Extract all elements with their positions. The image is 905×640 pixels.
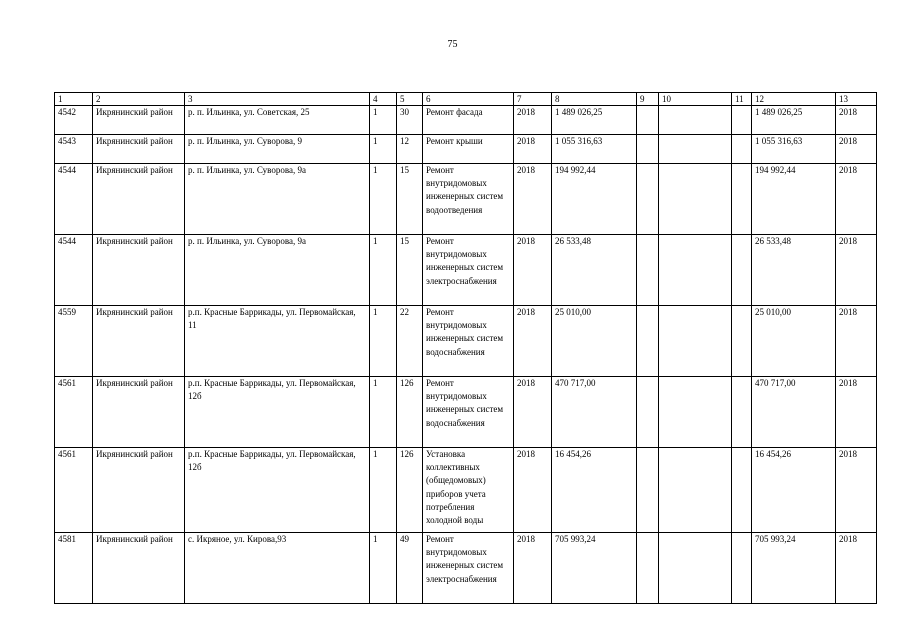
column-number-row bbox=[55, 93, 877, 106]
work-type: Ремонт крыши bbox=[423, 135, 514, 164]
cell-col-9 bbox=[637, 533, 659, 604]
year-col-13: 2018 bbox=[836, 106, 877, 135]
column-header: 8 bbox=[552, 93, 637, 106]
cell-col-5: 30 bbox=[397, 106, 423, 135]
total-cost: 16 454,26 bbox=[552, 448, 637, 533]
cell-col-11 bbox=[732, 377, 752, 448]
table-row bbox=[55, 164, 877, 235]
address: р.п. Красные Баррикады, ул. Первомайская, 12б bbox=[185, 377, 370, 448]
year: 2018 bbox=[514, 164, 552, 235]
cell-col-4: 1 bbox=[370, 106, 397, 135]
work-type: Ремонт внутридомовых инженерных систем электроснабжения bbox=[423, 533, 514, 604]
cell-col-4: 1 bbox=[370, 533, 397, 604]
cell-col-4: 1 bbox=[370, 377, 397, 448]
cell-col-10 bbox=[659, 533, 732, 604]
cell-col-4: 1 bbox=[370, 235, 397, 306]
cell-col-9 bbox=[637, 106, 659, 135]
cell-col-5: 49 bbox=[397, 533, 423, 604]
total-cost: 470 717,00 bbox=[552, 377, 637, 448]
column-header: 1 bbox=[55, 93, 93, 106]
column-header: 7 bbox=[514, 93, 552, 106]
table-row bbox=[55, 448, 877, 533]
cost-col-12: 1 489 026,25 bbox=[752, 106, 836, 135]
cell-col-11 bbox=[732, 106, 752, 135]
column-header: 4 bbox=[370, 93, 397, 106]
cell-col-10 bbox=[659, 306, 732, 377]
column-header: 2 bbox=[93, 93, 185, 106]
work-type: Ремонт внутридомовых инженерных систем электроснабжения bbox=[423, 235, 514, 306]
object-id: 4581 bbox=[55, 533, 93, 604]
cell-col-11 bbox=[732, 235, 752, 306]
year: 2018 bbox=[514, 377, 552, 448]
year: 2018 bbox=[514, 533, 552, 604]
address: с. Икряное, ул. Кирова,93 bbox=[185, 533, 370, 604]
address: р. п. Ильинка, ул. Суворова, 9а bbox=[185, 164, 370, 235]
year: 2018 bbox=[514, 448, 552, 533]
cell-col-11 bbox=[732, 135, 752, 164]
cell-col-11 bbox=[732, 448, 752, 533]
year: 2018 bbox=[514, 106, 552, 135]
cost-col-12: 1 055 316,63 bbox=[752, 135, 836, 164]
year-col-13: 2018 bbox=[836, 377, 877, 448]
table-row bbox=[55, 106, 877, 135]
table-row bbox=[55, 235, 877, 306]
table-row bbox=[55, 306, 877, 377]
district: Икрянинский район bbox=[93, 306, 185, 377]
district: Икрянинский район bbox=[93, 377, 185, 448]
cost-col-12: 26 533,48 bbox=[752, 235, 836, 306]
cost-col-12: 470 717,00 bbox=[752, 377, 836, 448]
cost-col-12: 16 454,26 bbox=[752, 448, 836, 533]
page-number: 75 bbox=[447, 39, 458, 50]
cell-col-5: 126 bbox=[397, 448, 423, 533]
cost-col-12: 25 010,00 bbox=[752, 306, 836, 377]
cell-col-4: 1 bbox=[370, 306, 397, 377]
table-row bbox=[55, 533, 877, 604]
column-header: 10 bbox=[659, 93, 732, 106]
column-header: 3 bbox=[185, 93, 370, 106]
year-col-13: 2018 bbox=[836, 235, 877, 306]
cell-col-10 bbox=[659, 377, 732, 448]
total-cost: 1 489 026,25 bbox=[552, 106, 637, 135]
cell-col-4: 1 bbox=[370, 135, 397, 164]
cell-col-5: 15 bbox=[397, 164, 423, 235]
address: р.п. Красные Баррикады, ул. Первомайская, 11 bbox=[185, 306, 370, 377]
year-col-13: 2018 bbox=[836, 306, 877, 377]
address: р.п. Красные Баррикады, ул. Первомайская, 12б bbox=[185, 448, 370, 533]
work-type: Установка коллективных (общедомовых) приборов учета потребления холодной воды bbox=[423, 448, 514, 533]
district: Икрянинский район bbox=[93, 135, 185, 164]
cell-col-4: 1 bbox=[370, 448, 397, 533]
district: Икрянинский район bbox=[93, 533, 185, 604]
object-id: 4542 bbox=[55, 106, 93, 135]
cell-col-11 bbox=[732, 164, 752, 235]
object-id: 4543 bbox=[55, 135, 93, 164]
object-id: 4561 bbox=[55, 448, 93, 533]
work-type: Ремонт внутридомовых инженерных систем водоснабжения bbox=[423, 377, 514, 448]
column-header: 6 bbox=[423, 93, 514, 106]
cell-col-5: 126 bbox=[397, 377, 423, 448]
total-cost: 1 055 316,63 bbox=[552, 135, 637, 164]
cell-col-9 bbox=[637, 377, 659, 448]
cell-col-9 bbox=[637, 164, 659, 235]
work-type: Ремонт внутридомовых инженерных систем водоснабжения bbox=[423, 306, 514, 377]
total-cost: 26 533,48 bbox=[552, 235, 637, 306]
cell-col-11 bbox=[732, 533, 752, 604]
table-row bbox=[55, 377, 877, 448]
cell-col-4: 1 bbox=[370, 164, 397, 235]
total-cost: 194 992,44 bbox=[552, 164, 637, 235]
column-header: 12 bbox=[752, 93, 836, 106]
column-header: 11 bbox=[732, 93, 752, 106]
district: Икрянинский район bbox=[93, 164, 185, 235]
cell-col-9 bbox=[637, 235, 659, 306]
year-col-13: 2018 bbox=[836, 533, 877, 604]
cell-col-11 bbox=[732, 306, 752, 377]
year-col-13: 2018 bbox=[836, 448, 877, 533]
cell-col-5: 15 bbox=[397, 235, 423, 306]
cost-col-12: 705 993,24 bbox=[752, 533, 836, 604]
object-id: 4561 bbox=[55, 377, 93, 448]
year: 2018 bbox=[514, 235, 552, 306]
cell-col-10 bbox=[659, 448, 732, 533]
object-id: 4544 bbox=[55, 164, 93, 235]
work-type: Ремонт фасада bbox=[423, 106, 514, 135]
year: 2018 bbox=[514, 306, 552, 377]
cell-col-10 bbox=[659, 164, 732, 235]
cell-col-5: 22 bbox=[397, 306, 423, 377]
object-id: 4544 bbox=[55, 235, 93, 306]
column-header: 5 bbox=[397, 93, 423, 106]
address: р. п. Ильинка, ул. Суворова, 9а bbox=[185, 235, 370, 306]
cell-col-5: 12 bbox=[397, 135, 423, 164]
cell-col-9 bbox=[637, 448, 659, 533]
column-header: 9 bbox=[637, 93, 659, 106]
repair-program-table bbox=[54, 92, 877, 604]
district: Икрянинский район bbox=[93, 106, 185, 135]
column-header: 13 bbox=[836, 93, 877, 106]
cell-col-9 bbox=[637, 135, 659, 164]
total-cost: 705 993,24 bbox=[552, 533, 637, 604]
year-col-13: 2018 bbox=[836, 164, 877, 235]
cost-col-12: 194 992,44 bbox=[752, 164, 836, 235]
cell-col-10 bbox=[659, 235, 732, 306]
object-id: 4559 bbox=[55, 306, 93, 377]
work-type: Ремонт внутридомовых инженерных систем водоотведения bbox=[423, 164, 514, 235]
cell-col-10 bbox=[659, 135, 732, 164]
year-col-13: 2018 bbox=[836, 135, 877, 164]
year: 2018 bbox=[514, 135, 552, 164]
cell-col-9 bbox=[637, 306, 659, 377]
cell-col-10 bbox=[659, 106, 732, 135]
district: Икрянинский район bbox=[93, 448, 185, 533]
address: р. п. Ильинка, ул. Советская, 25 bbox=[185, 106, 370, 135]
total-cost: 25 010,00 bbox=[552, 306, 637, 377]
address: р. п. Ильинка, ул. Суворова, 9 bbox=[185, 135, 370, 164]
table-row bbox=[55, 135, 877, 164]
district: Икрянинский район bbox=[93, 235, 185, 306]
